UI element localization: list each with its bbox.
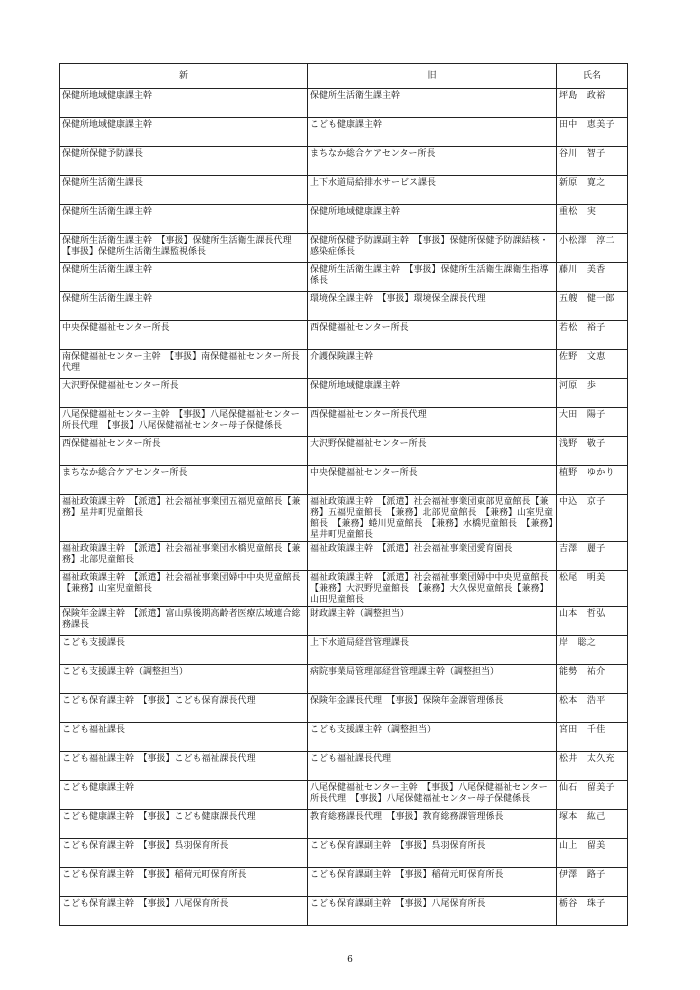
cell-old: こども福祉課長代理 <box>308 752 557 781</box>
cell-old: こども保育課副主幹 【事扱】呉羽保育所長 <box>308 839 557 868</box>
cell-old: 保健所地域健康課主幹 <box>308 379 557 408</box>
cell-name: 田中 恵美子 <box>557 118 628 147</box>
cell-new: こども福祉課長 <box>60 723 308 752</box>
cell-new: 大沢野保健福祉センター所長 <box>60 379 308 408</box>
cell-old: 八尾保健福祉センター主幹 【事扱】八尾保健福祉センター所長代理 【事扱】八尾保健福祉センター母子保健係長 <box>308 781 557 810</box>
cell-new: 保健所生活衛生課長 <box>60 176 308 205</box>
cell-new: 中央保健福祉センター所長 <box>60 321 308 350</box>
cell-name: 山上 留美 <box>557 839 628 868</box>
cell-old: 中央保健福祉センター所長 <box>308 466 557 495</box>
cell-old: 介護保険課主幹 <box>308 350 557 379</box>
header-name: 氏名 <box>557 64 628 89</box>
table-row <box>60 379 628 408</box>
cell-name: 若松 裕子 <box>557 321 628 350</box>
cell-name: 山本 哲弘 <box>557 607 628 636</box>
table-row <box>60 665 628 694</box>
cell-name: 仙石 留美子 <box>557 781 628 810</box>
header-new: 新 <box>60 64 308 89</box>
table-row <box>60 752 628 781</box>
table-row <box>60 868 628 897</box>
cell-new: 保健所保健予防課長 <box>60 147 308 176</box>
header-old: 旧 <box>308 64 557 89</box>
table-row <box>60 723 628 752</box>
table-row <box>60 408 628 437</box>
table-row <box>60 321 628 350</box>
table-row <box>60 147 628 176</box>
cell-name: 松井 太久充 <box>557 752 628 781</box>
cell-name: 栃谷 珠子 <box>557 897 628 926</box>
cell-old: まちなか総合ケアセンター所長 <box>308 147 557 176</box>
cell-old: 大沢野保健福祉センター所長 <box>308 437 557 466</box>
cell-new: こども健康課主幹 【事扱】こども健康課長代理 <box>60 810 308 839</box>
table-row <box>60 571 628 607</box>
cell-name: 坪島 政裕 <box>557 89 628 118</box>
cell-new: 南保健福祉センター主幹 【事扱】南保健福祉センター所長代理 <box>60 350 308 379</box>
cell-old: こども健康課主幹 <box>308 118 557 147</box>
table-row <box>60 607 628 636</box>
cell-old: こども保育課副主幹 【事扱】稲荷元町保育所長 <box>308 868 557 897</box>
table-row <box>60 292 628 321</box>
cell-old: 保健所保健予防課副主幹 【事扱】保健所保健予防課結核・感染症係長 <box>308 234 557 263</box>
cell-name: 能勢 祐介 <box>557 665 628 694</box>
cell-old: 上下水道局給排水サービス課長 <box>308 176 557 205</box>
cell-name: 藤川 美香 <box>557 263 628 292</box>
cell-name: 松尾 明美 <box>557 571 628 607</box>
cell-name: 河原 歩 <box>557 379 628 408</box>
cell-new: こども健康課主幹 <box>60 781 308 810</box>
cell-old: 西保健福祉センター所長代理 <box>308 408 557 437</box>
table-row <box>60 205 628 234</box>
cell-new: 保健所地域健康課主幹 <box>60 89 308 118</box>
cell-old: 西保健福祉センター所長 <box>308 321 557 350</box>
personnel-table <box>59 63 628 926</box>
cell-new: 保健所生活衛生課主幹 <box>60 263 308 292</box>
cell-name: 伊澤 路子 <box>557 868 628 897</box>
table-row <box>60 542 628 571</box>
cell-new: こども福祉課主幹 【事扱】こども福祉課長代理 <box>60 752 308 781</box>
cell-old: 環境保全課主幹 【事扱】環境保全課長代理 <box>308 292 557 321</box>
table-row <box>60 810 628 839</box>
cell-old: 福祉政策課主幹 【派遣】社会福祉事業団婦中中央児童館長 【兼務】大沢野児童館長 【兼務】大久保児童館長【兼務】山田児童館長 <box>308 571 557 607</box>
table-row <box>60 694 628 723</box>
cell-name: 宮田 千佳 <box>557 723 628 752</box>
cell-name: 松本 浩平 <box>557 694 628 723</box>
cell-old: 福祉政策課主幹 【派遣】社会福祉事業団東部児童館長【兼務】五福児童館長 【兼務】北部児童館長 【兼務】山室児童館長 【兼務】蜷川児童館長 【兼務】水橋児童館長 【兼務】星井町児童館長 <box>308 495 557 542</box>
table-row <box>60 781 628 810</box>
cell-name: 岸 聡之 <box>557 636 628 665</box>
cell-name: 吉澤 麗子 <box>557 542 628 571</box>
cell-new: 保健所生活衛生課主幹 <box>60 205 308 234</box>
table-row <box>60 89 628 118</box>
table-row <box>60 636 628 665</box>
cell-name: 重松 実 <box>557 205 628 234</box>
cell-new: こども保育課主幹 【事扱】稲荷元町保育所長 <box>60 868 308 897</box>
cell-name: 浅野 敬子 <box>557 437 628 466</box>
table-row <box>60 176 628 205</box>
page-number: 6 <box>347 955 353 965</box>
cell-name: 谷川 智子 <box>557 147 628 176</box>
cell-name: 塚本 紘己 <box>557 810 628 839</box>
cell-new: 福祉政策課主幹 【派遣】社会福祉事業団五福児童館長【兼務】星井町児童館長 <box>60 495 308 542</box>
cell-old: 保健所生活衛生課主幹 <box>308 89 557 118</box>
cell-new: 西保健福祉センター所長 <box>60 437 308 466</box>
cell-old: こども保育課副主幹 【事扱】八尾保育所長 <box>308 897 557 926</box>
table-row <box>60 263 628 292</box>
cell-name: 佐野 文恵 <box>557 350 628 379</box>
cell-new: こども保育課主幹 【事扱】八尾保育所長 <box>60 897 308 926</box>
cell-new: まちなか総合ケアセンター所長 <box>60 466 308 495</box>
table-row <box>60 118 628 147</box>
cell-new: こども保育課主幹 【事扱】こども保育課長代理 <box>60 694 308 723</box>
table-row <box>60 437 628 466</box>
cell-new: こども保育課主幹 【事扱】呉羽保育所長 <box>60 839 308 868</box>
cell-name: 大田 陽子 <box>557 408 628 437</box>
cell-new: 福祉政策課主幹 【派遣】社会福祉事業団婦中中央児童館長 【兼務】山室児童館長 <box>60 571 308 607</box>
cell-new: 保健所生活衛生課主幹 【事扱】保健所生活衛生課長代理【事扱】保健所生活衛生課監視係長 <box>60 234 308 263</box>
table-row <box>60 466 628 495</box>
cell-new: 保健所生活衛生課主幹 <box>60 292 308 321</box>
cell-old: 保健所地域健康課主幹 <box>308 205 557 234</box>
cell-new: 八尾保健福祉センター主幹 【事扱】八尾保健福祉センター所長代理 【事扱】八尾保健福祉センター母子保健係長 <box>60 408 308 437</box>
table-row <box>60 350 628 379</box>
cell-new: 保険年金課主幹 【派遣】富山県後期高齢者医療広域連合総務課長 <box>60 607 308 636</box>
cell-old: 保健所生活衛生課主幹 【事扱】保健所生活衛生課衛生指導係長 <box>308 263 557 292</box>
cell-new: こども支援課長 <box>60 636 308 665</box>
cell-old: 教育総務課長代理 【事扱】教育総務課管理係長 <box>308 810 557 839</box>
table-row <box>60 839 628 868</box>
cell-name: 植野 ゆかり <box>557 466 628 495</box>
cell-old: 保険年金課長代理 【事扱】保険年金課管理係長 <box>308 694 557 723</box>
cell-name: 新原 寛之 <box>557 176 628 205</box>
cell-old: 財政課主幹（調整担当） <box>308 607 557 636</box>
cell-name: 五艘 健一郎 <box>557 292 628 321</box>
cell-name: 中込 京子 <box>557 495 628 542</box>
header-row <box>60 64 628 89</box>
cell-old: こども支援課主幹（調整担当） <box>308 723 557 752</box>
cell-old: 上下水道局経営管理課長 <box>308 636 557 665</box>
cell-old: 病院事業局管理部経営管理課主幹（調整担当） <box>308 665 557 694</box>
table-row <box>60 234 628 263</box>
cell-new: 福祉政策課主幹 【派遣】社会福祉事業団水橋児童館長【兼務】北部児童館長 <box>60 542 308 571</box>
table-row <box>60 897 628 926</box>
table-row <box>60 495 628 542</box>
cell-name: 小松澤 淳二 <box>557 234 628 263</box>
cell-old: 福祉政策課主幹 【派遣】社会福祉事業団愛育園長 <box>308 542 557 571</box>
cell-new: こども支援課主幹（調整担当） <box>60 665 308 694</box>
cell-new: 保健所地域健康課主幹 <box>60 118 308 147</box>
